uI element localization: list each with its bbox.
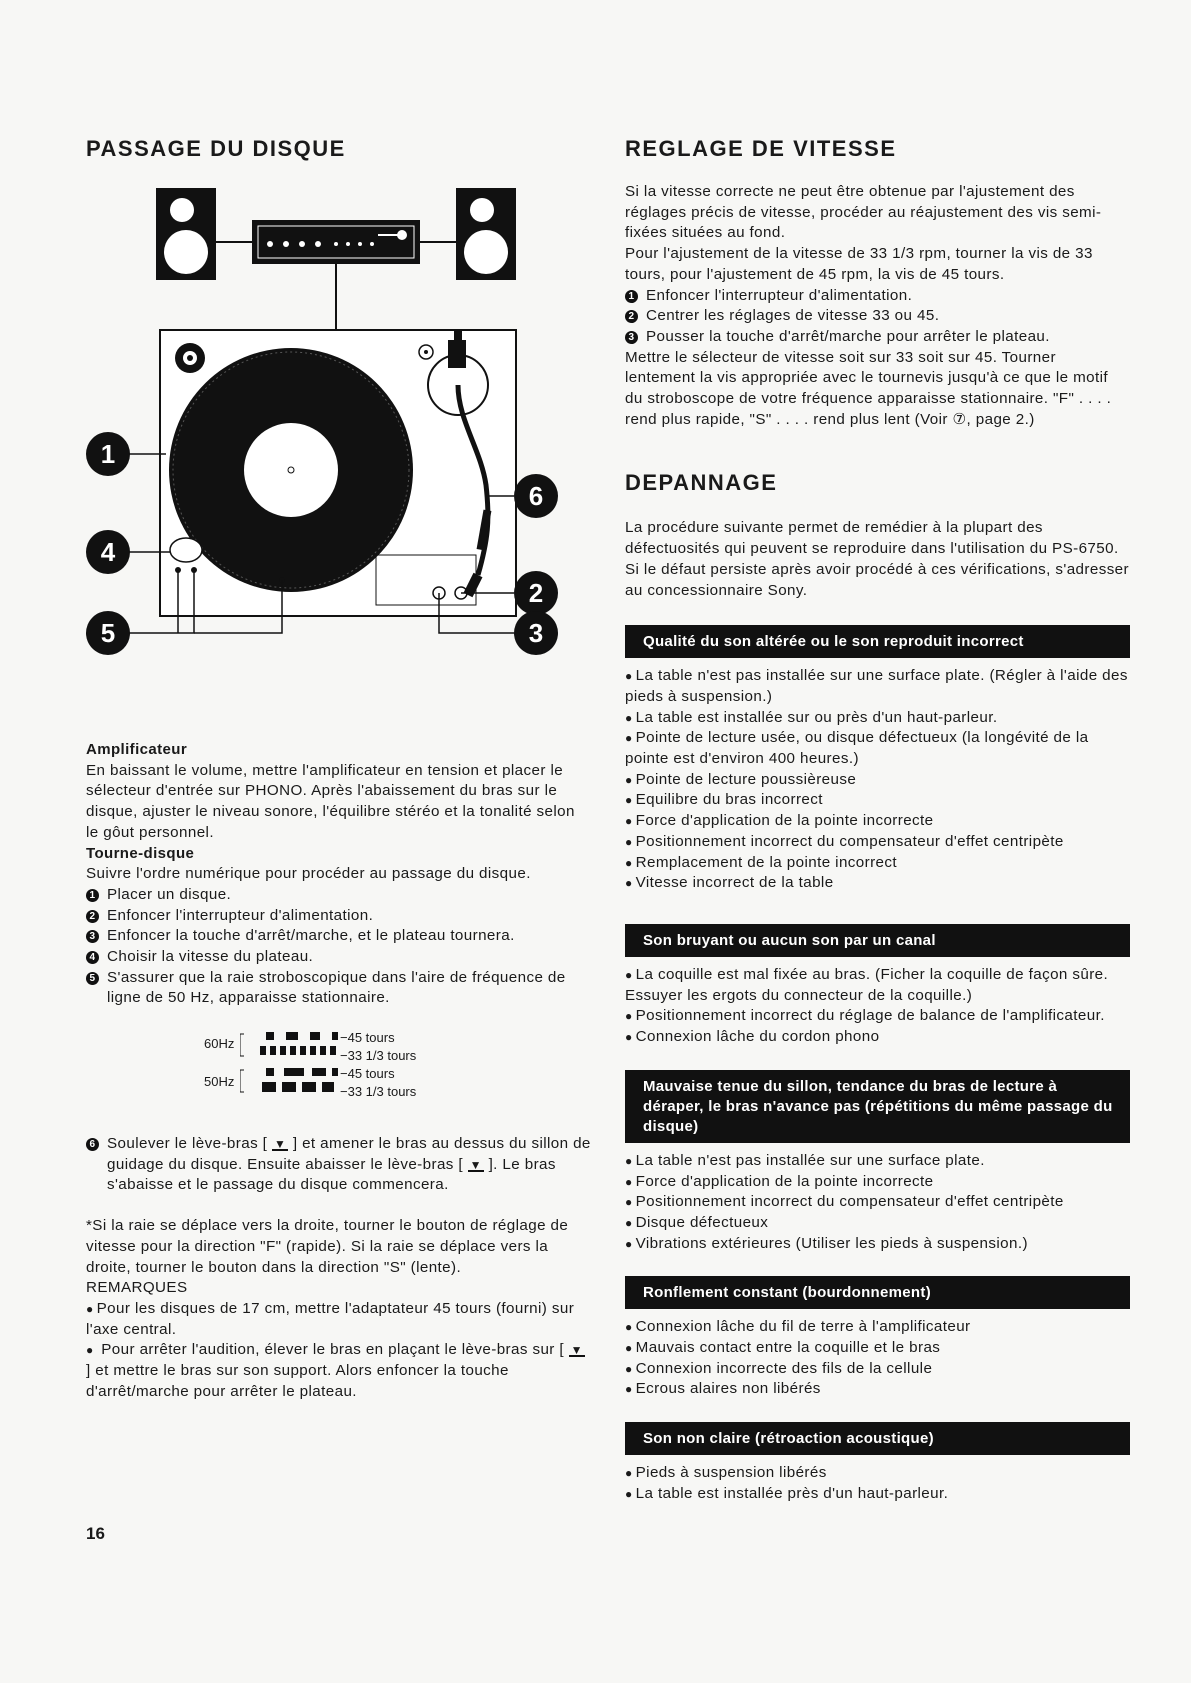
page-number: 16 [86, 1524, 105, 1543]
arm-lift-lever-icon: ▼ [570, 1343, 583, 1358]
callout-6 [514, 474, 558, 518]
turntable-diagram [86, 180, 596, 720]
speaker-left-icon [156, 188, 216, 280]
strobe-row-1: −45 tours [340, 1030, 395, 1045]
list-item: ● Connexion incorrecte des fils de la cellule [625, 1359, 1130, 1380]
step-5: 5 S'assurer que la raie stroboscopique dans l'aire de fréquence de ligne de 50 Hz, apparaisse stationnaire. [86, 968, 592, 1009]
right-column [625, 136, 1130, 1505]
callout-1 [86, 432, 130, 476]
strobe-row-2: −33 1/3 tours [340, 1048, 417, 1063]
list-item: ● Pointe de lecture usée, ou disque défectueux (la longévité de la pointe est d'environ 400 heures.) [625, 728, 1130, 769]
section-1 [625, 625, 1130, 894]
remarks-title: REMARQUES [86, 1279, 188, 1297]
section-1-title: Qualité du son altérée ou le son reproduit incorrect [625, 625, 1130, 658]
tt-intro: Suivre l'ordre numérique pour procéder au passage du disque. [86, 865, 531, 883]
section-4-title: Ronflement constant (bourdonnement) [625, 1276, 1130, 1309]
label-50hz: 50Hz [204, 1074, 235, 1089]
speed-p1: Si la vitesse correcte ne peut être obtenue par l'ajustement des réglages précis de vitesse, procéder au réajustement des vis semi-fixées situées au fond. [625, 183, 1102, 242]
list-item: ● La table n'est pas installée sur une surface plate. [625, 1151, 1130, 1172]
amp-heading: Amplificateur [86, 741, 188, 758]
step-6: 6 Soulever le lève-bras [ ▼ ] et amener le bras au dessus du sillon de guidage du disque. Ensuite abaisser le lève-bras [ ▼ ]. Le bras s'abaisse et le passage du disque commencera. [86, 1134, 592, 1196]
section-3-title: Mauvaise tenue du sillon, tendance du bras de lecture à déraper, le bras n'avance pas (répétitions du même passage du disque) [625, 1070, 1130, 1143]
list-item: ● Vitesse incorrect de la table [625, 873, 1130, 894]
list-item: ● Remplacement de la pointe incorrect [625, 853, 1130, 874]
list-item: ● Vibrations extérieures (Utiliser les pieds à suspension.) [625, 1234, 1130, 1255]
strobe-row-3: −45 tours [340, 1066, 395, 1081]
callout-5 [86, 611, 130, 655]
section-2 [625, 924, 1130, 1048]
list-item: ● Positionnement incorrect du réglage de balance de l'amplificateur. [625, 1006, 1130, 1027]
depannage-title: DEPANNAGE [625, 470, 778, 496]
list-item: ● Positionnement incorrect du compensateur d'effet centripète [625, 832, 1130, 853]
list-item: ● Disque défectueux [625, 1213, 1130, 1234]
note-star: *Si la raie se déplace vers la droite, tourner le bouton de réglage de vitesse pour la direction "F" (rapide). Si la raie se déplace vers la droite, tourner le bouton dans la direction "S" (lente). [86, 1217, 569, 1276]
left-text-upper [86, 740, 592, 1009]
turntable-base [160, 330, 516, 616]
list-item: ● Connexion lâche du fil de terre à l'amplificateur [625, 1317, 1130, 1338]
step-4: 4 Choisir la vitesse du plateau. [86, 947, 592, 968]
list-item: ● Ecrous alaires non libérés [625, 1379, 1130, 1400]
list-item: ● Connexion lâche du cordon phono [625, 1027, 1130, 1048]
svg-text:4: 4 [100, 537, 116, 567]
list-item: ● La table est installée sur ou près d'un haut-parleur. [625, 708, 1130, 729]
list-item: ● Pointe de lecture poussièreuse [625, 770, 1130, 791]
list-item: ● Force d'application de la pointe incorrecte [625, 1172, 1130, 1193]
step-1: 1 Placer un disque. [86, 885, 592, 906]
list-item: ● La coquille est mal fixée au bras. (Ficher la coquille de façon sûre. Essuyer les ergots du connecteur de la coquille.) [625, 965, 1130, 1006]
label-60hz: 60Hz [204, 1036, 235, 1051]
section-5-title: Son non claire (rétroaction acoustique) [625, 1422, 1130, 1455]
speed-step-2: 2 Centrer les réglages de vitesse 33 ou 45. [625, 306, 1130, 327]
depannage-intro: La procédure suivante permet de remédier à la plupart des défectuosités qui peuvent se reproduire dans l'utilisation du PS-6750. Si le défaut persiste après avoir procédé à ces vérifications, s'adresser au concessionnaire Sony. [625, 519, 1129, 599]
step-3: 3 Enfoncer la touche d'arrêt/marche, et le plateau tournera. [86, 926, 592, 947]
strobe-row-4: −33 1/3 tours [340, 1084, 417, 1099]
callout-3 [514, 611, 558, 655]
speed-step-1: 1 Enfoncer l'interrupteur d'alimentation. [625, 286, 1130, 307]
list-item: ● La table est installée près d'un haut-parleur. [625, 1484, 1130, 1505]
amp-text: En baissant le volume, mettre l'amplificateur en tension et placer le sélecteur d'entrée sur PHONO. Après l'abaissement du bras sur le disque, ajuster le niveau sonore, l'équilibre stéréo et la tonalité selon le gôut personnel. [86, 761, 575, 841]
speed-step-3: 3 Pousser la touche d'arrêt/marche pour arrêter le plateau. [625, 327, 1130, 348]
remark-1: ● Pour les disques de 17 cm, mettre l'adaptateur 45 tours (fourni) sur l'axe central. [86, 1299, 592, 1340]
remark-2: ● Pour arrêter l'audition, élever le bras en plaçant le lève-bras sur [ ▼ ] et mettre le bras sur son support. Alors enfoncer la touche d'arrêt/marche pour arrêter le plateau. [86, 1340, 592, 1402]
svg-text:6: 6 [528, 481, 544, 511]
svg-text:3: 3 [528, 618, 544, 648]
amplifier-icon [252, 220, 420, 264]
list-item: ● La table n'est pas installée sur une surface plate. (Régler à l'aide des pieds à suspension.) [625, 666, 1130, 707]
list-item: ● Pieds à suspension libérés [625, 1463, 1130, 1484]
arm-lift-lever-icon: ▼ [469, 1157, 482, 1172]
list-item: ● Mauvais contact entre la coquille et le bras [625, 1338, 1130, 1359]
section-4 [625, 1276, 1130, 1400]
section-3 [625, 1070, 1130, 1255]
section-2-title: Son bruyant ou aucun son par un canal [625, 924, 1130, 957]
speed-p2: Pour l'ajustement de la vitesse de 33 1/3 rpm, tourner la vis de 33 tours, pour l'ajustement de 45 rpm, la vis de 45 tours. [625, 245, 1093, 283]
callout-4 [86, 530, 130, 574]
tt-heading: Tourne-disque [86, 844, 195, 862]
svg-text:1: 1 [100, 439, 116, 469]
list-item: ● Force d'application de la pointe incorrecte [625, 811, 1130, 832]
speed-title: REGLAGE DE VITESSE [625, 136, 897, 161]
left-text-lower [86, 1134, 592, 1402]
step-2: 2 Enfoncer l'interrupteur d'alimentation. [86, 906, 592, 927]
speed-p3: Mettre le sélecteur de vitesse soit sur 33 soit sur 45. Tourner lentement la vis appropriée avec le tournevis jusqu'à ce que le motif du stroboscope de votre fréquence apparaisse stationnaire. "F" . . . . rend plus rapide, "S" . . . . rend plus lent (Voir ⑦, page 2.) [625, 348, 1112, 428]
callout-2 [514, 571, 558, 615]
arm-lift-lever-icon: ▼ [273, 1137, 287, 1151]
svg-text:5: 5 [100, 618, 116, 648]
speaker-right-icon [456, 188, 516, 280]
list-item: ● Equilibre du bras incorrect [625, 790, 1130, 811]
record-label-icon [244, 423, 338, 517]
left-column [86, 136, 592, 162]
section-5 [625, 1422, 1130, 1504]
svg-text:2: 2 [528, 578, 544, 608]
strobe-pattern [200, 1030, 500, 1100]
list-item: ● Positionnement incorrect du compensateur d'effet centripète [625, 1192, 1130, 1213]
passage-title: PASSAGE DU DISQUE [86, 136, 346, 161]
